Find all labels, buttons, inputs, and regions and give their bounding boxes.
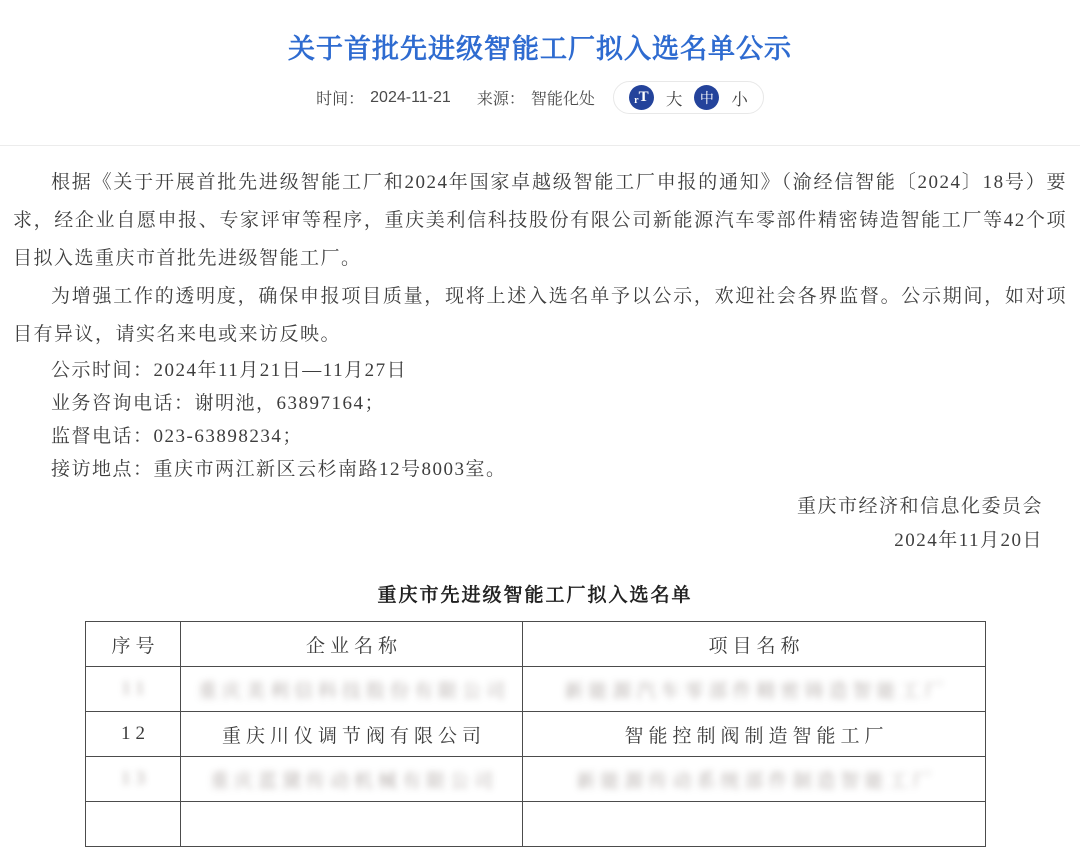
font-size-small-button[interactable]: 小 <box>731 90 748 109</box>
font-size-medium-button[interactable]: 中 <box>694 85 719 110</box>
row-company: 重庆美利信科技股份有限公司 <box>197 680 510 702</box>
page-title: 关于首批先进级智能工厂拟入选名单公示 <box>288 34 792 64</box>
table-header-row <box>86 622 986 667</box>
row-no: 13 <box>121 768 150 789</box>
table-title: 重庆市先进级智能工厂拟入选名单 <box>377 585 693 606</box>
supervision-phone-line: 监督电话：023-63898234； <box>51 426 303 447</box>
font-size-icon[interactable]: rT <box>629 85 654 110</box>
table-row-blurred-13 <box>86 757 986 802</box>
row-project: 新能源传动系统部件制造智能工厂 <box>576 770 937 792</box>
font-size-large-button[interactable]: 大 <box>665 90 683 109</box>
font-size-control <box>613 81 764 114</box>
row-company: 重庆蓝黛传动机械有限公司 <box>209 770 498 792</box>
row-project: 智能控制阀制造智能工厂 <box>624 725 889 747</box>
row-project: 新能源汽车零部件精密铸造智能工厂 <box>564 680 949 702</box>
meta-source-value: 智能化处 <box>530 91 595 108</box>
article-body <box>0 164 1080 558</box>
header-project: 项目名称 <box>523 622 986 667</box>
meta-source <box>477 86 595 109</box>
meta-time-label: 时间： <box>316 91 365 108</box>
shortlist-table <box>85 621 986 847</box>
table-row-partial <box>86 802 986 847</box>
business-phone-line: 业务咨询电话：谢明池，63897164； <box>51 393 386 414</box>
meta-time <box>316 86 451 109</box>
publicity-period-line: 公示时间：2024年11月21日—11月27日 <box>51 360 408 381</box>
signature-org: 重庆市经济和信息化委员会 <box>796 496 1043 517</box>
header-no: 序号 <box>86 622 181 667</box>
header-divider <box>0 145 1080 146</box>
row-no: 12 <box>121 723 150 744</box>
signature-block <box>13 490 1067 558</box>
meta-source-label: 来源： <box>476 91 525 108</box>
visit-address-line: 接访地点：重庆市两江新区云杉南路12号8003室。 <box>51 459 507 480</box>
table-row-12 <box>86 712 986 757</box>
meta-time-value: 2024-11-21 <box>370 88 451 106</box>
table-row-blurred-11 <box>86 667 986 712</box>
paragraph-publicity: 为增强工作的透明度，确保申报项目质量，现将上述入选名单予以公示，欢迎社会各界监督。公示期间，如对项目有异议，请实名来电或来访反映。 <box>13 286 1067 345</box>
row-company: 重庆川仪调节阀有限公司 <box>221 725 486 747</box>
signature-date: 2024年11月20日 <box>894 530 1043 551</box>
header-company: 企业名称 <box>181 622 523 667</box>
paragraph-basis: 根据《关于开展首批先进级智能工厂和2024年国家卓越级智能工厂申报的通知》（渝经信智能〔2024〕18号）要求，经企业自愿申报、专家评审等程序，重庆美利信科技股份有限公司新能源汽车零部件精密铸造智能工厂等42个项目拟入选重庆市首批先进级智能工厂。 <box>13 172 1067 269</box>
shortlist-section <box>85 582 985 847</box>
row-no: 11 <box>121 678 150 699</box>
article-meta <box>0 81 1080 114</box>
